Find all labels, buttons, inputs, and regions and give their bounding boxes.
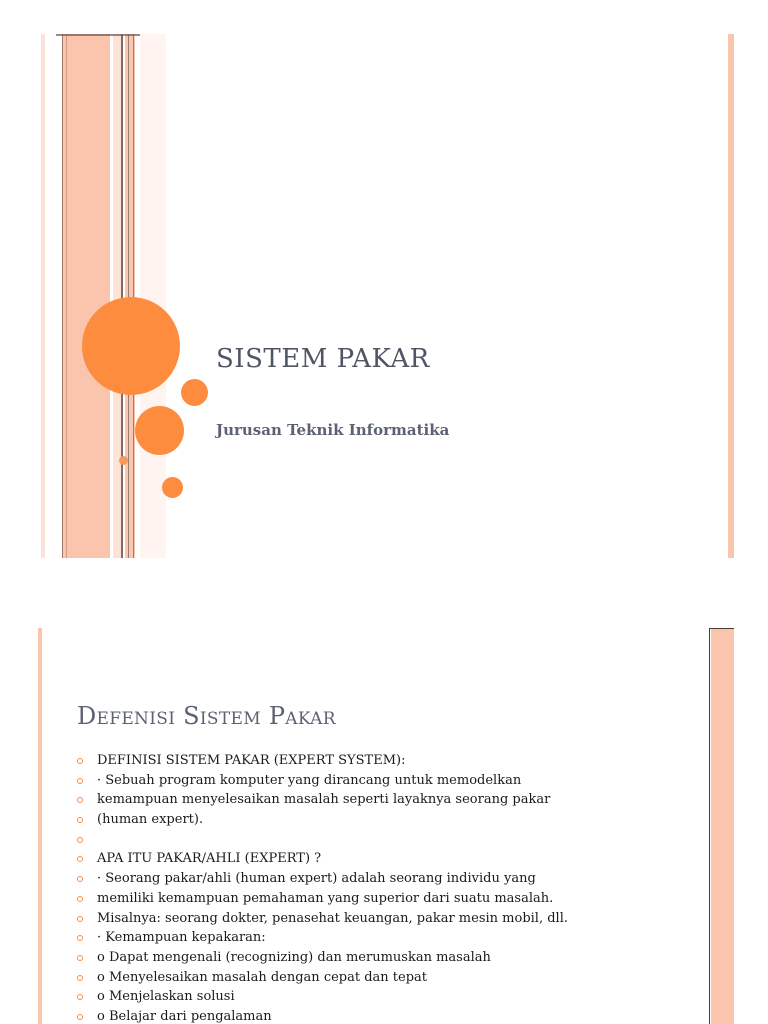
bullet-circle-icon <box>77 817 83 823</box>
bullet-text: o Belajar dari pengalaman <box>97 1008 272 1024</box>
bullet-circle-icon <box>77 916 83 922</box>
title-slide <box>0 34 768 558</box>
decor-circle-large <box>82 297 180 395</box>
bullet-circle-icon <box>77 896 83 902</box>
decor-left-stripe <box>38 628 42 1024</box>
decor-stripe-line <box>62 34 63 558</box>
decor-right-stripe <box>728 34 734 558</box>
decor-right-stripe <box>711 629 734 1024</box>
decor-top-line <box>56 34 140 36</box>
bullet-item <box>77 790 697 810</box>
bullet-text: · Kemampuan kepakaran: <box>97 930 266 946</box>
bullet-text: Misalnya: seorang dokter, penasehat keuangan, pakar mesin mobil, dll. <box>97 910 568 926</box>
bullet-circle-icon <box>77 778 83 784</box>
bullet-circle-icon <box>77 935 83 941</box>
bullet-circle-icon <box>77 856 83 862</box>
decor-stripe-line <box>128 34 129 558</box>
bullet-circle-icon <box>77 994 83 1000</box>
bullet-circle-icon <box>77 758 83 764</box>
bullet-item <box>77 987 697 1007</box>
bullet-text: o Menyelesaikan masalah dengan cepat dan tepat <box>97 969 428 985</box>
decor-circle-small <box>162 477 183 498</box>
bullet-item <box>77 810 697 830</box>
slide-title: SISTEM PAKAR <box>216 344 430 374</box>
decor-stripe-line <box>121 34 123 558</box>
decor-stripe <box>62 34 110 558</box>
decor-stripe-line <box>133 34 134 558</box>
bullet-circle-icon <box>77 797 83 803</box>
bullet-item <box>77 771 697 791</box>
bullet-text: o Dapat mengenali (recognizing) dan merumuskan masalah <box>97 949 491 965</box>
bullet-text: DEFINISI SISTEM PAKAR (EXPERT SYSTEM): <box>97 753 406 768</box>
bullet-circle-icon <box>77 876 83 882</box>
bullet-item <box>77 751 697 771</box>
bullet-circle-icon <box>77 837 83 843</box>
bullet-text: (human expert). <box>97 812 204 828</box>
definition-slide <box>0 628 768 1024</box>
bullet-item <box>77 948 697 968</box>
decor-circle-medium <box>135 406 184 455</box>
bullet-item <box>77 869 697 889</box>
decor-stripe-line <box>709 628 710 1024</box>
slide-subtitle: Jurusan Teknik Informatika <box>216 421 450 439</box>
bullet-circle-icon <box>77 1014 83 1020</box>
decor-stripe-line <box>66 34 67 558</box>
bullet-text: memiliki kemampuan pemahaman yang superior dari suatu masalah. <box>97 890 554 906</box>
bullet-text: kemampuan menyelesaikan masalah seperti layaknya seorang pakar <box>97 792 551 808</box>
bullet-item <box>77 968 697 988</box>
decor-circle-dot <box>119 456 128 465</box>
bullet-text: o Menjelaskan solusi <box>97 989 235 1005</box>
bullet-item <box>77 889 697 909</box>
bullet-text: · Sebuah program komputer yang dirancang untuk memodelkan <box>97 772 522 788</box>
bullet-text: APA ITU PAKAR/AHLI (EXPERT) ? <box>97 851 322 867</box>
bullet-item <box>77 909 697 929</box>
bullet-item <box>77 830 697 850</box>
bullet-circle-icon <box>77 975 83 981</box>
bullet-item <box>77 1007 697 1024</box>
bullet-item <box>77 928 697 948</box>
bullet-circle-icon <box>77 955 83 961</box>
bullet-item <box>77 849 697 869</box>
slide-title: Defenisi Sistem Pakar <box>77 702 336 730</box>
bullet-list <box>77 751 697 1024</box>
decor-stripe <box>140 34 166 558</box>
decor-stripe <box>41 34 45 558</box>
bullet-text: · Seorang pakar/ahli (human expert) adalah seorang individu yang <box>97 871 536 887</box>
decor-circle-small <box>181 379 208 406</box>
